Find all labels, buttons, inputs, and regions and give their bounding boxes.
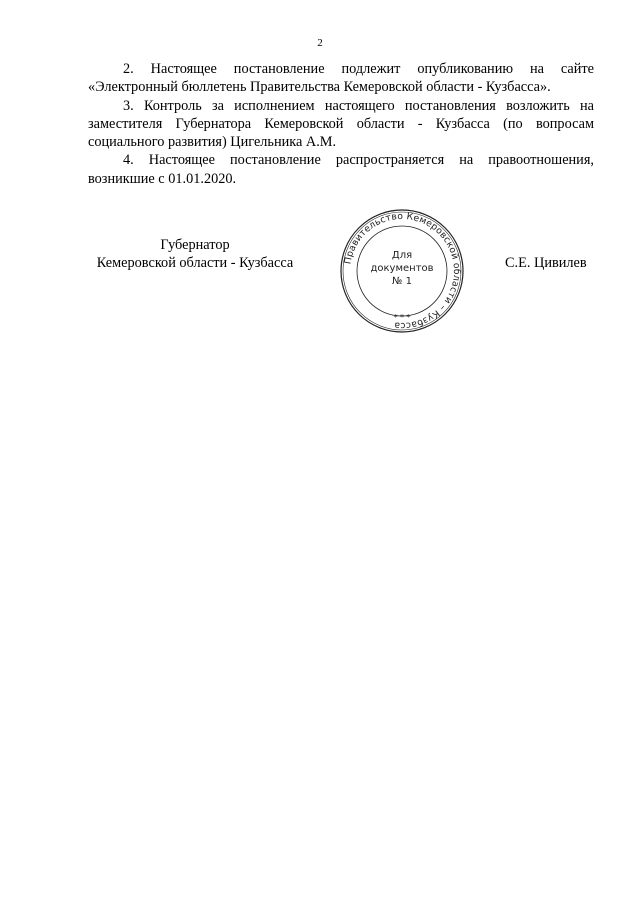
signer-position-line2: Кемеровской области - Кузбасса (96, 255, 294, 271)
seal-center-line1: Для (391, 250, 413, 261)
page-number: 2 (317, 37, 323, 49)
paragraph-control: 3. Контроль за исполнением настоящего постановления возложить на заместителя Губернатора Кемеровской области - Кузбасса (по вопросам социального развития) Цигельника А.М. (88, 97, 594, 151)
seal-graphic (339, 208, 465, 334)
paragraph-publication: 2. Настоящее постановление подлежит опубликованию на сайте «Электронный бюллетень Правительства Кемеровской области - Кузбасса». (88, 61, 594, 96)
signer-name: С.Е. Цивилев (505, 255, 587, 271)
signer-position-line1: Губернатор (160, 237, 230, 253)
seal-bottom-mark: * * * (393, 313, 411, 322)
paragraph-effective-date: 4. Настоящее постановление распространяется на правоотношения, возникшие с 01.01.2020. (88, 152, 594, 187)
official-seal (339, 208, 465, 334)
seal-center-line2: документов (370, 263, 434, 274)
seal-center-line3: № 1 (392, 276, 412, 287)
seal-ring-textpath: Правительство Кемеровской области – Кузбасса (342, 210, 463, 332)
signer-position (88, 236, 302, 272)
document-body (88, 60, 594, 188)
